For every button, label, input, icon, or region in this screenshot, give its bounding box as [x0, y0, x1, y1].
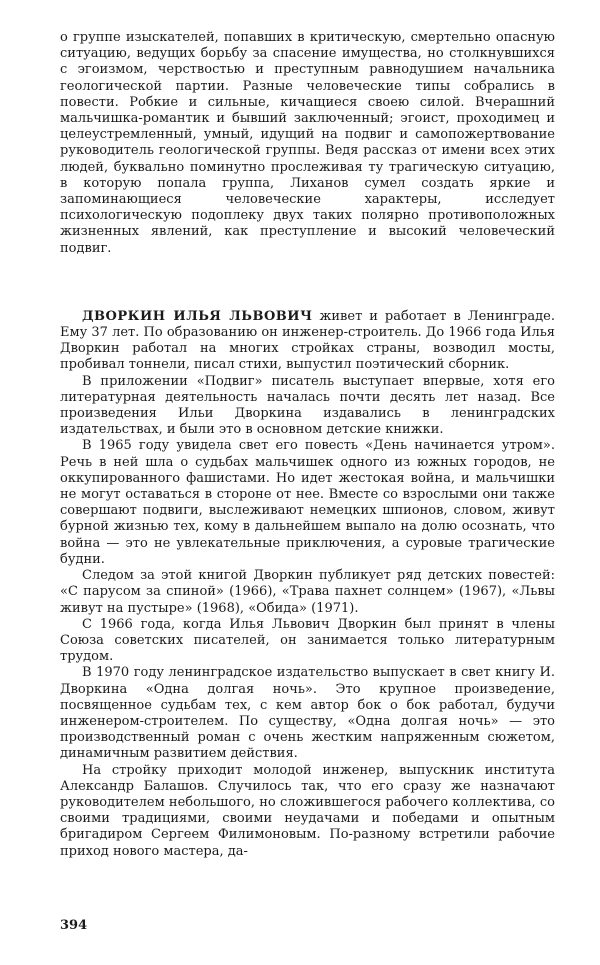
entry-paragraph: В 1965 году увидела свет его повесть «День начинается утром». Речь в ней шла о судьбах мальчишек одного из южных городов, не оккупированного фашистами. Но идет жестокая война, и мальчишки не могут оставаться в стороне от нее. Вместе со взрослыми они также совершают подвиги, выслеживают немецких шпионов, словом, живут бурной жизнью тех, кому в дальнейшем выпало на долю осознать, что война — это не увлекательные приключения, а суровые трагические будни.	[60, 438, 555, 567]
page-number: 394	[60, 918, 88, 933]
intro-paragraph: о группе изыскателей, попавших в критическую, смертельно опасную ситуацию, ведущих борьбу за спасение имущества, но столкнувшихся с эгоизмом, черствостью и преступным равнодушием начальника геологической партии. Разные человеческие типы собрались в повести. Робкие и сильные, кичащиеся своею силой. Вчерашний мальчишка-романтик и бывший заключенный; эгоист, проходимец и целеустремленный, умный, идущий на подвиг и самопожертвование руководитель геологической группы. Ведя рассказ от имени всех этих людей, буквально поминутно прослеживая ту трагическую ситуацию, в которую попала группа, Лиханов сумел создать яркие и запоминающиеся человеческие характеры, исследует психологическую подоплеку двух таких полярно противоположных жизненных явлений, как преступление и высокий человеческий подвиг.	[60, 30, 555, 256]
author-name: ДВОРКИН ИЛЬЯ ЛЬВОВИЧ	[82, 308, 313, 324]
entry-first-paragraph	[60, 309, 555, 374]
entry-paragraph: В приложении «Подвиг» писатель выступает впервые, хотя его литературная деятельность началась почти десять лет назад. Все произведения Ильи Дворкина издавались в ленинградских издательствах, и были это в основном детские книжки.	[60, 373, 555, 438]
entry-paragraph: С 1966 года, когда Илья Львович Дворкин был принят в члены Союза советских писателей, он занимается только литературным трудом.	[60, 616, 555, 665]
entry-paragraph: В 1970 году ленинградское издательство выпускает в свет книгу И. Дворкина «Одна долгая ночь». Это крупное произведение, посвященное судьбам тех, с кем автор бок о бок работал, будучи инженером-строителем. По существу, «Одна долгая ночь» — это производственный роман с очень жестким напряженным сюжетом, динамичным развитием действия.	[60, 665, 555, 762]
entry-paragraph: На стройку приходит молодой инженер, выпускник института Александр Балашов. Случилось так, что его сразу же назначают руководителем небольшого, но сложившегося рабочего коллектива, со своими традициями, своими неудачами и победами и опытным бригадиром Сергеем Филимоновым. По-разному встретили рабочие приход нового мастера, да-	[60, 762, 555, 859]
section-gap	[60, 257, 555, 309]
book-page	[60, 30, 555, 930]
entry-paragraph: Следом за этой книгой Дворкин публикует ряд детских повестей: «С парусом за спиной» (1966), «Трава пахнет солнцем» (1967), «Львы живут на пустыре» (1968), «Обида» (1971).	[60, 568, 555, 616]
entry-first-paragraph-text: живет и работает в Ленинграде. Ему 37 лет. По образованию он инженер-строитель. До 1966 года Илья Дворкин работал на многих стройках страны, возводил мосты, пробивал тоннели, писал стихи, выпустил поэтический сборник.	[60, 308, 555, 373]
